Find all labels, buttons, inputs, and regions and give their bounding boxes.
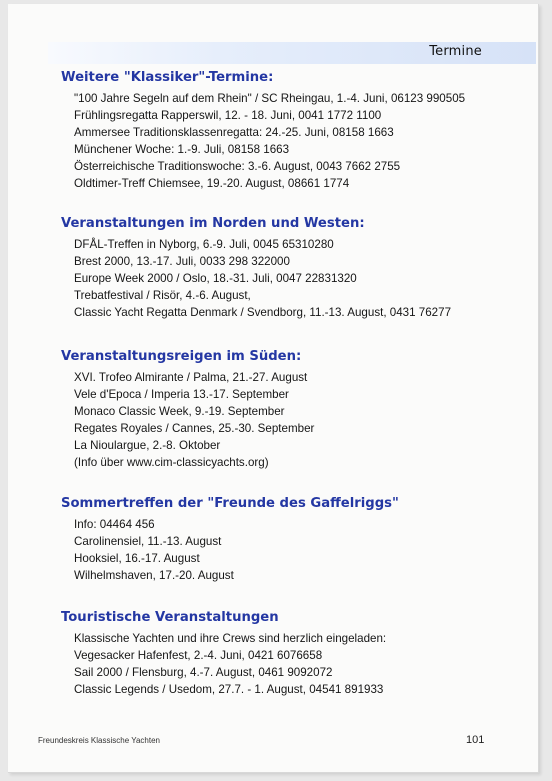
list-item: Vegesacker Hafenfest, 2.-4. Juni, 0421 6076658 [74,649,323,662]
event-list [61,90,465,192]
page-header-title: Termine [429,44,482,59]
section-touristische [61,610,386,698]
list-item: (Info über www.cim-classicyachts.org) [74,456,269,469]
list-item: "100 Jahre Segeln auf dem Rhein" / SC Rheingau, 1.-4. Juni, 06123 990505 [74,92,466,105]
list-item: Österreichische Traditionswoche: 3.-6. August, 0043 7662 2755 [74,160,401,173]
list-item: Carolinensiel, 11.-13. August [74,535,222,548]
list-item: Ammersee Traditionsklassenregatta: 24.-25. Juni, 08158 1663 [74,126,394,139]
event-list [61,236,451,321]
list-item: Hooksiel, 16.-17. August [74,552,200,565]
section-heading: Veranstaltungen im Norden und Westen: [61,216,365,231]
section-norden-westen [61,216,451,321]
list-item: Klassische Yachten und ihre Crews sind herzlich eingeladen: [74,632,387,645]
section-heading: Touristische Veranstaltungen [61,610,279,625]
page-number: 101 [466,734,485,746]
section-heading: Veranstaltungsreigen im Süden: [61,349,302,364]
event-list [61,516,399,584]
list-item: La Nioulargue, 2.-8. Oktober [74,439,221,452]
list-item: Wilhelmshaven, 17.-20. August [74,569,234,582]
section-gaffelriggs [61,496,399,584]
event-list [61,369,314,471]
list-item: Monaco Classic Week, 9.-19. September [74,405,285,418]
section-klassiker-termine [61,70,465,192]
list-item: Classic Yacht Regatta Denmark / Svendborg, 11.-13. August, 0431 76277 [74,306,452,319]
list-item: Münchener Woche: 1.-9. Juli, 08158 1663 [74,143,290,156]
section-heading: Sommertreffen der "Freunde des Gaffelriggs" [61,496,399,511]
list-item: Vele d'Epoca / Imperia 13.-17. September [74,388,289,401]
list-item: DFÅL-Treffen in Nyborg, 6.-9. Juli, 0045 65310280 [74,238,334,251]
section-heading: Weitere "Klassiker"-Termine: [61,70,274,85]
page-sheet [8,4,539,773]
list-item: XVI. Trofeo Almirante / Palma, 21.-27. August [74,371,308,384]
list-item: Europe Week 2000 / Oslo, 18.-31. Juli, 0047 22831320 [74,272,357,285]
list-item: Frühlingsregatta Rapperswil, 12. - 18. Juni, 0041 1772 1100 [74,109,382,122]
list-item: Sail 2000 / Flensburg, 4.-7. August, 0461 9092072 [74,666,333,679]
list-item: Brest 2000, 13.-17. Juli, 0033 298 322000 [74,255,290,268]
list-item: Classic Legends / Usedom, 27.7. - 1. August, 04541 891933 [74,683,384,696]
list-item: Regates Royales / Cannes, 25.-30. September [74,422,315,435]
event-list [61,630,386,698]
section-sueden [61,349,314,471]
list-item: Oldtimer-Treff Chiemsee, 19.-20. August, 08661 1774 [74,177,350,190]
list-item: Info: 04464 456 [74,518,155,531]
list-item: Trebatfestival / Risör, 4.-6. August, [74,289,251,302]
footer-publisher: Freundeskreis Klassische Yachten [38,736,160,745]
